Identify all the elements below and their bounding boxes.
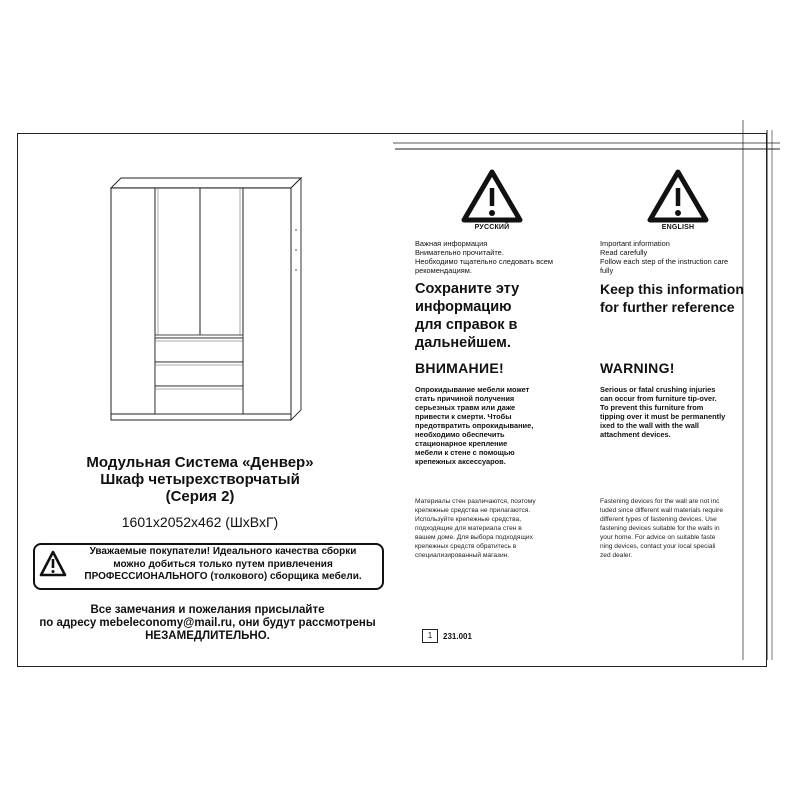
notice-line2: можно добиться только путем привлечения	[113, 558, 333, 570]
ru-intro-line: Важная информация	[415, 239, 488, 248]
document-code: 231.001	[443, 632, 472, 641]
ru-fastening-line: специализированный магазин.	[415, 552, 510, 559]
en-intro-line: fully	[600, 266, 614, 275]
ru-fastening-line: крепежные средства не прилагаются.	[415, 507, 531, 514]
product-title-line1: Модульная Система «Денвер»	[86, 454, 314, 471]
ru-warning-line: Опрокидывание мебели может	[415, 385, 530, 394]
en-fastening-line: different types of fastening devices. Use	[600, 516, 717, 523]
contact-line3: НЕЗАМЕДЛИТЕЛЬНО.	[145, 630, 270, 642]
ru-warning-line: предотвратить опрокидывание,	[415, 421, 534, 430]
assembly-notice-text	[68, 546, 378, 584]
ru-intro	[415, 239, 590, 275]
ru-fastening-line: Материалы стен различаются, поэтому	[415, 498, 536, 505]
ru-warning-line: стационарное крепление	[415, 439, 508, 448]
en-warning-line: attachment devices.	[600, 430, 671, 439]
notice-line1: Уважаемые покупатели! Идеальнoго качества сборки	[89, 546, 357, 557]
en-fastening-line: your home. For advice on suitable faste	[600, 534, 716, 541]
en-intro-line: Follow each step of the instruction care	[600, 257, 729, 266]
ru-warning-line: серьезных травм или даже	[415, 403, 516, 412]
product-dimensions: 1601х2052х462 (ШхВхГ)	[121, 514, 279, 530]
product-title-line3: (Серия 2)	[165, 488, 235, 505]
warning-triangle-icon	[39, 550, 67, 578]
en-intro-line: Important information	[600, 239, 670, 248]
en-fastening-text	[600, 497, 750, 560]
en-keep-info	[600, 280, 765, 316]
ru-fastening-line: вашем доме. Для выбора подходящих	[415, 534, 533, 541]
en-keep-line: for further reference	[600, 299, 735, 315]
en-keep-line: Keep this information	[600, 281, 744, 297]
en-warning-line: ixed to the wall with the wall	[600, 421, 699, 430]
ru-warning-line: крепежных аксессуаров.	[415, 457, 506, 466]
ru-fastening-line: Используйте крепежные средства,	[415, 516, 522, 523]
ru-keep-info	[415, 280, 595, 352]
page-number: 1	[422, 629, 438, 643]
en-fastening-line: ning devices, contact your local speciali	[600, 543, 716, 550]
ru-keep-line: дальнейшем.	[415, 335, 511, 351]
ru-keep-line: для справок в	[415, 317, 518, 333]
warning-triangle-icon	[460, 168, 524, 224]
warning-triangle-icon	[646, 168, 710, 224]
ru-warning-line: мебели к стене с помощью	[415, 448, 515, 457]
ru-intro-line: рекомендациям.	[415, 266, 472, 275]
ru-intro-line: Внимательно прочитайте.	[415, 248, 504, 257]
en-fastening-line: zed dealer.	[600, 552, 633, 559]
ru-fastening-line: подходящие для материала стен в	[415, 525, 522, 532]
ru-keep-line: Сохраните эту	[415, 281, 520, 297]
contact-line1: Все замечания и пожелания присылайте	[90, 604, 325, 616]
en-warning-title: WARNING!	[600, 360, 675, 376]
en-warning-line: To prevent this furniture from	[600, 403, 704, 412]
en-fastening-line: fastening devices suitable for the walls in	[600, 525, 720, 532]
lang-label-english: ENGLISH	[661, 224, 695, 231]
notice-line3: ПРОФЕССИОНАЛЬНОГО (толкового) сборщика мебели.	[84, 571, 362, 582]
contact-info	[25, 604, 390, 643]
ru-warning-line: необходимо обеспечить	[415, 430, 505, 439]
en-warning-line: Serious or fatal crushing injuries	[600, 385, 716, 394]
ru-warning-text	[415, 385, 595, 466]
ru-keep-line: информацию	[415, 299, 512, 315]
lang-label-russian: РУССКИЙ	[474, 224, 510, 231]
en-warning-line: tipping over it must be permanently	[600, 412, 726, 421]
en-warning-text	[600, 385, 760, 439]
en-intro	[600, 239, 760, 275]
ru-warning-line: стать причиной получения	[415, 394, 515, 403]
contact-line2: по адресу mebeleconomy@mail.ru, они будут рассмотрены	[39, 617, 376, 629]
wardrobe-drawing	[105, 170, 305, 430]
en-fastening-line: Fastening devices for the wall are not inc	[600, 498, 720, 505]
ru-warning-title: ВНИМАНИЕ!	[415, 360, 504, 376]
ru-warning-line: привести к смерти. Чтобы	[415, 412, 512, 421]
ru-fastening-text	[415, 497, 595, 560]
ru-intro-line: Необходимо тщательно следовать всем	[415, 257, 553, 266]
en-fastening-line: luded since different wall materials require	[600, 507, 724, 514]
ru-fastening-line: крепежных средств обратитесь в	[415, 543, 517, 550]
en-intro-line: Read carefully	[600, 248, 648, 257]
product-title-line2: Шкаф четырехстворчатый	[100, 471, 300, 488]
product-title	[40, 454, 360, 505]
en-warning-line: can occur from furniture tip-over.	[600, 394, 717, 403]
